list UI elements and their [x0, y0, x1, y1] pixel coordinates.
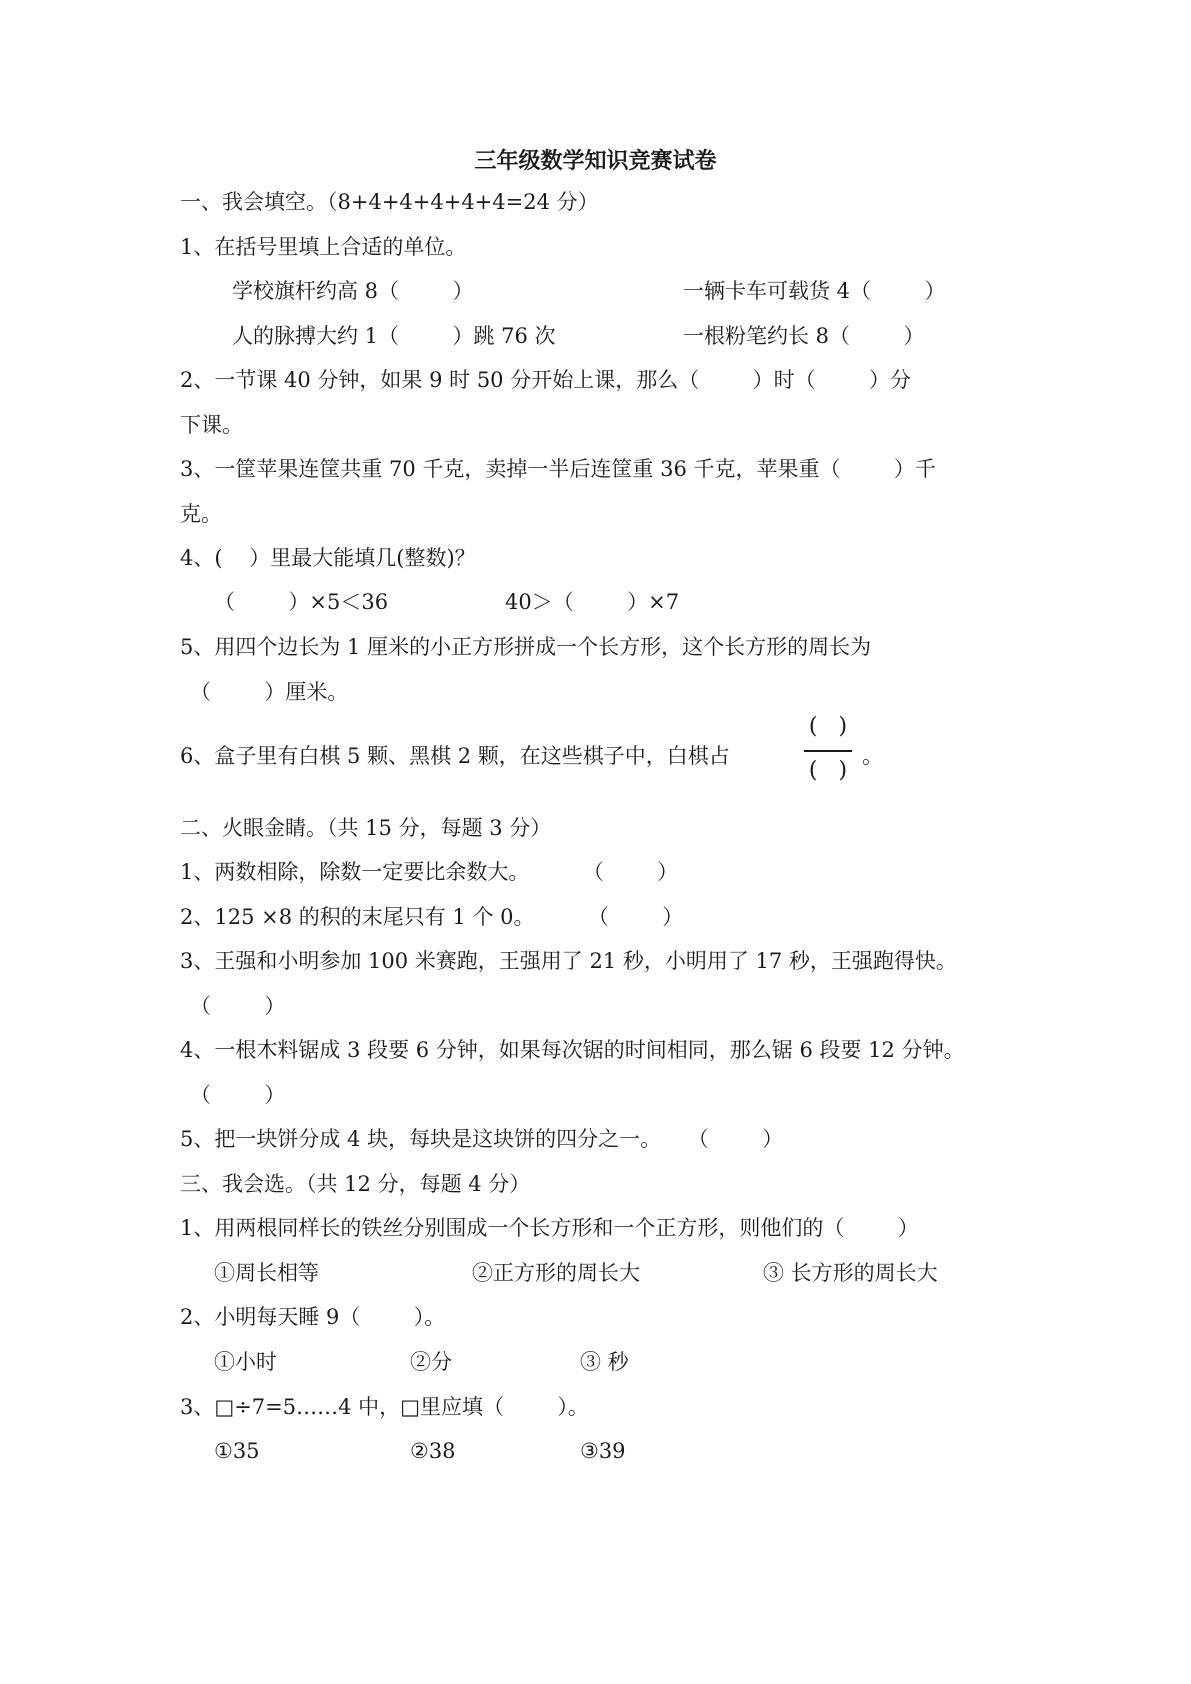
- s3-q2-option-1: ①小时: [214, 1350, 277, 1374]
- section-3-heading: 三、我会选。（共 12 分，每题 4 分）: [180, 1172, 531, 1196]
- s2-question-4-line-1: 4、一根木料锯成 3 段要 6 分钟，如果每次锯的时间相同，那么锯 6 段要 12 分钟。: [180, 1038, 965, 1062]
- s2-question-1: 1、两数相除，除数一定要比余数大。 （ ）: [180, 860, 679, 884]
- s3-q1-option-1: ①周长相等: [214, 1261, 319, 1285]
- s3-q2-option-3: ③ 秒: [580, 1350, 629, 1374]
- s2-question-5: 5、把一块饼分成 4 块，每块是这块饼的四分之一。 （ ）: [180, 1127, 784, 1151]
- fraction-numerator: ( ): [808, 714, 848, 739]
- s1-question-3-line-2: 克。: [180, 502, 222, 526]
- s1-q1-item-a: 学校旗杆约高 8（ ）: [232, 279, 474, 303]
- s3-q3-option-2: ②38: [410, 1439, 456, 1463]
- s1-q1-item-c: 人的脉搏大约 1（ ）跳 76 次: [232, 324, 556, 348]
- s2-question-3-line-2: （ ）: [190, 994, 286, 1018]
- s1-question-2-line-1: 2、一节课 40 分钟，如果 9 时 50 分开始上课，那么（ ）时（ ）分: [180, 368, 912, 392]
- s1-question-2-line-2: 下课。: [180, 413, 243, 437]
- s1-q4-item-b: 40＞（ ）×7: [505, 590, 680, 614]
- s3-q1-option-2: ②正方形的周长大: [472, 1261, 640, 1285]
- fraction-bar: [804, 750, 852, 752]
- s3-question-1: 1、用两根同样长的铁丝分别围成一个长方形和一个正方形，则他们的（ ）: [180, 1216, 919, 1240]
- s1-question-4: 4、( ）里最大能填几(整数)？: [180, 546, 476, 570]
- s1-q4-item-a: （ ）×5＜36: [214, 590, 389, 614]
- s3-q2-option-2: ②分: [410, 1350, 452, 1374]
- s1-question-5-line-1: 5、用四个边长为 1 厘米的小正方形拼成一个长方形，这个长方形的周长为: [180, 635, 872, 659]
- s1-question-3-line-1: 3、一筐苹果连筐共重 70 千克，卖掉一半后连筐重 36 千克，苹果重（ ）千: [180, 457, 936, 481]
- s3-question-3: 3、□÷7=5……4 中，□里应填（ ）。: [180, 1395, 589, 1419]
- s3-question-2: 2、小明每天睡 9（ ）。: [180, 1305, 446, 1329]
- s1-question-6-end: 。: [862, 744, 883, 768]
- s3-q1-option-3: ③ 长方形的周长大: [763, 1261, 938, 1285]
- s1-q1-item-b: 一辆卡车可载货 4（ ）: [683, 279, 946, 303]
- s1-question-1: 1、在括号里填上合适的单位。: [180, 235, 467, 259]
- s1-q1-item-d: 一根粉笔约长 8（ ）: [683, 324, 925, 348]
- fraction-denominator: ( ): [808, 758, 848, 783]
- s2-question-2: 2、125 ×8 的积的末尾只有 1 个 0。 （ ）: [180, 905, 684, 929]
- page-title: 三年级数学知识竞赛试卷: [474, 148, 717, 174]
- section-1-heading: 一、我会填空。（8+4+4+4+4+4=24 分）: [180, 190, 599, 214]
- s3-q3-option-1: ①35: [214, 1439, 260, 1463]
- section-2-heading: 二、火眼金睛。（共 15 分，每题 3 分）: [180, 816, 552, 840]
- s3-q3-option-3: ③39: [580, 1439, 626, 1463]
- s2-question-4-line-2: （ ）: [190, 1083, 286, 1107]
- s1-question-6: 6、盒子里有白棋 5 颗、黑棋 2 颗，在这些棋子中，白棋占: [180, 744, 730, 768]
- s2-question-3-line-1: 3、王强和小明参加 100 米赛跑，王强用了 21 秒，小明用了 17 秒，王强跑得快。: [180, 949, 957, 973]
- s1-question-5-line-2: （ ）厘米。: [190, 680, 349, 704]
